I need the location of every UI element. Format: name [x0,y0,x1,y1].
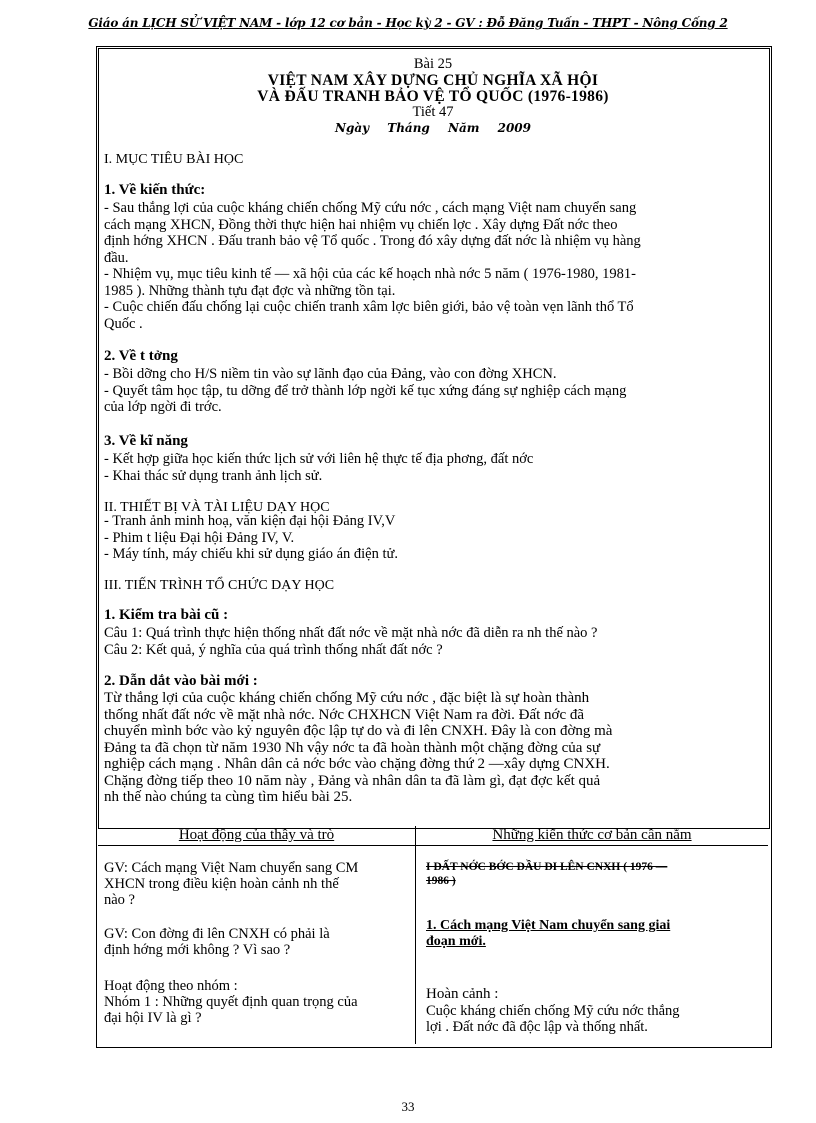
knowledge-heading-2: 1. Cách mạng Việt Nam chuyển sang giai đoạn mới. [426,918,671,949]
activity-table [98,826,768,1044]
section3-heading: III. TIẾN TRÌNH TỔ CHỨC DẠY HỌC [104,578,335,593]
context-text: Cuộc kháng chiến chống Mỹ cứu nớc thắng lợi . Đất nớc đã độc lập và thống nhất. [426,1003,680,1035]
intro-heading: 2. Dẫn dắt vào bài mới : [104,673,258,689]
thought-text: - Bồi dỡng cho H/S niềm tin vào sự lãnh đạo của Đảng, vào con đờng XHCN. - Quyết tâm học tập, tu dỡng để trở thành lớp ngời kế tục xứng đáng sự nghiệp cách mạng của lớp ngời đi trớc. [104,366,627,415]
section1-heading: I. MỤC TIÊU BÀI HỌC [104,152,244,167]
table-header-divider [98,845,768,846]
section2-heading: II. THIẾT BỊ VÀ TÀI LIỆU DẠY HỌC [104,500,330,515]
check-heading: 1. Kiểm tra bài cũ : [104,607,229,623]
teacher-question-1: GV: Cách mạng Việt Nam chuyển sang CM XHCN trong điều kiện hoàn cảnh nh thế nào ? [104,860,359,908]
context-label: Hoàn cảnh : [426,986,499,1002]
knowledge-heading: 1. Về kiến thức: [104,182,206,198]
lesson-title-line1: VIỆT NAM XÂY DỰNG CHỦ NGHĨA XÃ HỘI [267,72,599,89]
page-header: Giáo án LỊCH SỬ VIỆT NAM - lớp 12 cơ bản - Học kỳ 2 - GV : Đỗ Đăng Tuấn - THPT - Nông Cống 2 [88,16,728,30]
group-activity: Hoạt động theo nhóm : Nhóm 1 : Những quyết định quan trọng của đại hội IV là gì ? [104,978,358,1026]
intro-text: Từ thắng lợi của cuộc kháng chiến chống Mỹ cứu nớc , đặc biệt là sự hoàn thành thống nhất đất nớc về mặt nhà nớc. Nớc CHXHCN Việt Nam ra đời. Đất nớc đã chuyển mình bớc vào kỷ nguyên độc lập tự do và đi lên CNXH. Đây là con đờng mà Đảng ta đã chọn từ năm 1930 Nh vậy nớc ta đã hoàn thành một chặng đờng của sự nghiệp cách mạng . Nhân dân cả nớc bớc vào chặng đờng thứ 2 —xây dựng CNXH. Chặng đờng tiếp theo 10 năm này , Đảng và nhân dân ta đã làm gì, đạt đợc kết quả nh thế nào chúng ta cùng tìm hiểu bài 25. [104,690,613,805]
check-text: Câu 1: Quá trình thực hiện thống nhất đất nớc về mặt nhà nớc đã diễn ra nh thế nào ? Câu 2: Kết quả, ý nghĩa của quá trình thống nhất đất nớc ? [104,625,598,658]
section2-text: - Tranh ảnh minh hoạ, văn kiện đại hội Đảng IV,V - Phim t liệu Đại hội Đảng IV, V. - Máy tính, máy chiếu khi sử dụng giáo án điện tử. [104,513,398,562]
skills-heading: 3. Về kĩ năng [104,433,188,449]
lesson-date: Ngày Tháng Năm 2009 [334,121,532,135]
table-header-activities: Hoạt động của thầy và trò [178,827,335,843]
teacher-question-2: GV: Con đờng đi lên CNXH có phải là định hớng mới không ? Vì sao ? [104,926,330,958]
skills-text: - Kết hợp giữa học kiến thức lịch sử với liên hệ thực tế địa phơng, đất nớc - Khai thác sử dụng tranh ảnh lịch sử. [104,451,534,484]
knowledge-heading-1: I ĐẤT NỚC BỚC ĐẦU ĐI LÊN CNXH ( 1976 — 1986 ) [426,861,668,887]
lesson-number: Bài 25 [413,56,453,72]
thought-heading: 2. Về t tởng [104,348,178,364]
knowledge-text: - Sau thắng lợi của cuộc kháng chiến chống Mỹ cứu nớc , cách mạng Việt nam chuyển sang cách mạng XHCN, Đồng thời thực hiện hai nhiệm vụ chiến lợc . Xây dựng Đất nớc theo định hớng XHCN . Đấu tranh bảo vệ Tổ quốc . Trong đó xây dựng đất nớc là nhiệm vụ hàng đầu. - Nhiệm vụ, mục tiêu kinh tế — xã hội của các kế hoạch nhà nớc 5 năm ( 1976-1980, 1981- 1985 ). Những thành tựu đạt đợc và những tồn tại. - Cuộc chiến đấu chống lại cuộc chiến tranh xâm lợc biên giới, bảo vệ toàn vẹn lãnh thổ Tổ Quốc . [104,200,641,332]
table-column-divider [415,826,416,1044]
table-header-knowledge: Những kiến thức cơ bản cần nắm [492,827,692,843]
page-number: 33 [401,1099,415,1114]
lesson-period: Tiết 47 [412,104,454,120]
lesson-title-line2: VÀ ĐẤU TRANH BẢO VỆ TỔ QUỐC (1976-1986) [257,88,609,105]
